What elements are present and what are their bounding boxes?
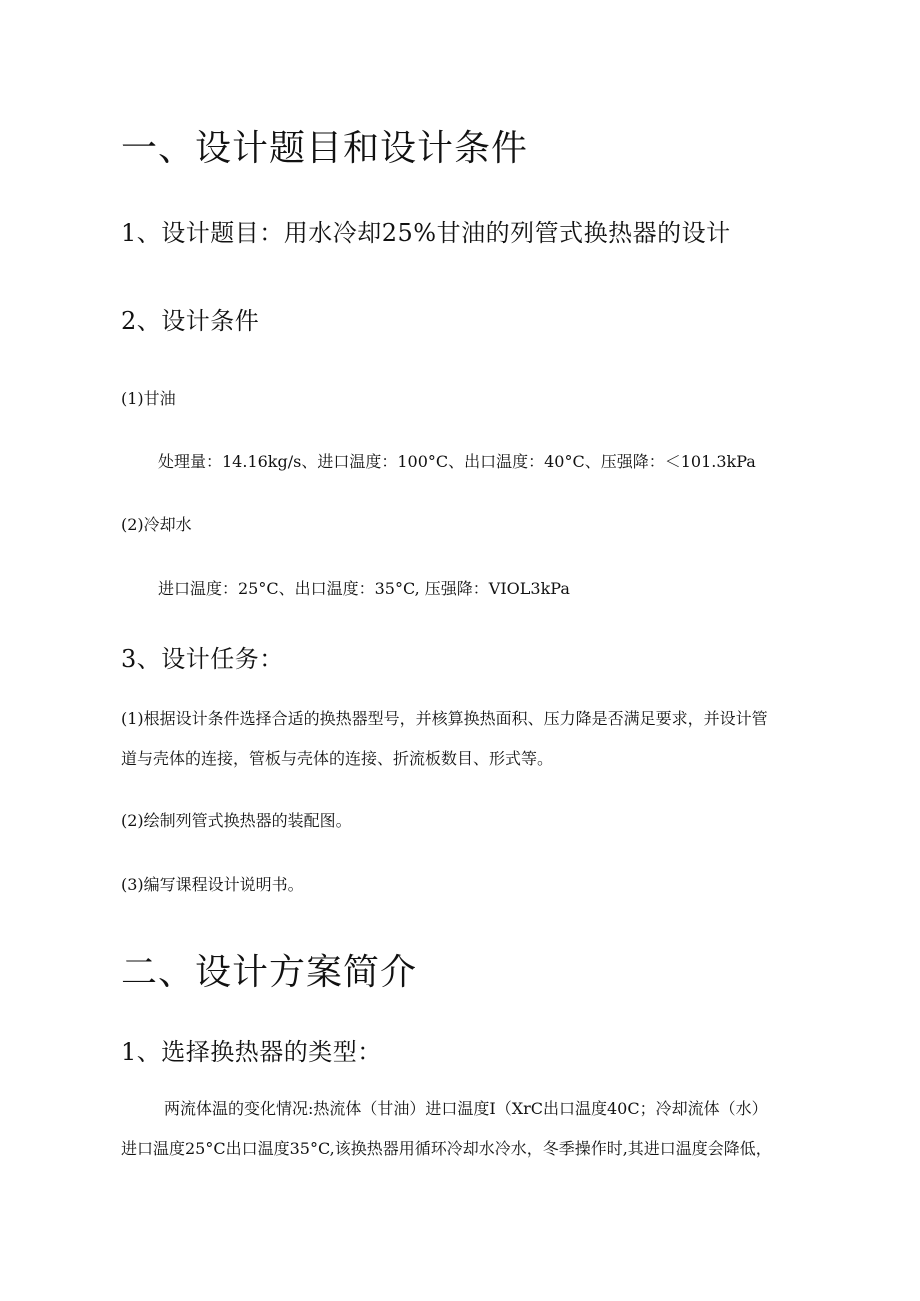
exchanger-type-heading: 1、选择换热器的类型： xyxy=(121,1038,382,1066)
task-1-line-2: 道与壳体的连接，管板与壳体的连接、折流板数目、形式等。 xyxy=(121,749,554,768)
glycerol-conditions-text: 处理量：14.16kg/s、进口温度：100°C、出口温度：40°C、压强降：＜101.3kPa xyxy=(158,452,756,471)
task-1-line-1: (1)根据设计条件选择合适的换热器型号，并核算换热面积、压力降是否满足要求，并设计管 xyxy=(121,709,768,728)
glycerol-label: (1)甘油 xyxy=(121,389,176,408)
design-tasks-heading: 3、设计任务： xyxy=(121,645,284,673)
cooling-water-conditions-text: 进口温度：25°C、出口温度：35°C, 压强降：VIOL3kPa xyxy=(158,579,570,598)
paragraph-line-2: 进口温度25°C出口温度35°C,该换热器用循环冷却水冷水，冬季操作时,其进口温度会降低， xyxy=(121,1139,772,1158)
design-conditions-heading: 2、设计条件 xyxy=(121,307,260,335)
section-1-title: 一、设计题目和设计条件 xyxy=(121,128,529,169)
paragraph-line-1: 两流体温的变化情况:热流体（甘油）进口温度I（XrC出口温度40C；冷却流体（水） xyxy=(164,1099,768,1118)
section-2-title: 二、设计方案简介 xyxy=(121,952,418,993)
design-topic-heading: 1、设计题目：用水冷却25%甘油的列管式换热器的设计 xyxy=(121,219,731,247)
task-3: (3)编写课程设计说明书。 xyxy=(121,875,304,894)
task-2: (2)绘制列管式换热器的装配图。 xyxy=(121,811,352,830)
cooling-water-label: (2)冷却水 xyxy=(121,515,192,534)
